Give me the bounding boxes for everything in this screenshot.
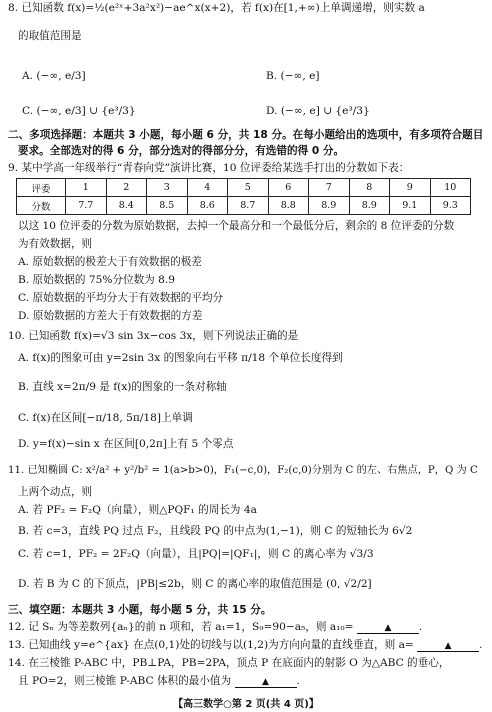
q11-stem-line1: 11. 已知椭圆 C: x²/a² + y²/b² = 1(a>b>0)，F₁(−c,0)，F₂(c,0)分别为 C 的左、右焦点，P，Q 为 C: [8, 465, 478, 476]
table-cell: 10: [430, 179, 471, 197]
q14-tail: .: [296, 675, 300, 687]
q9-score-table: [16, 178, 471, 215]
q10-option-a: A. f(x)的图象可由 y=2sin 3x 的图象向右平移 π/18 个单位长度得到: [18, 352, 343, 364]
table-cell: 8.5: [147, 197, 188, 215]
q14-line2: [18, 675, 486, 688]
table-cell: 评委: [17, 179, 66, 197]
q8-option-b: B. (−∞, e]: [266, 70, 320, 82]
q10-option-d: D. y=f(x)−sin x 在区间[0,2π]上有 5 个零点: [18, 438, 234, 450]
q8-option-a: A. (−∞, e/3]: [22, 70, 86, 82]
table-cell: 7.7: [66, 197, 107, 215]
q10-option-b: B. 直线 x=2π/9 是 f(x)的图象的一条对称轴: [18, 381, 227, 393]
table-cell: 1: [66, 179, 107, 197]
section3-heading: 三、填空题：本题共 3 小题，每小题 5 分，共 15 分。: [8, 604, 272, 616]
q13-line: [8, 639, 486, 652]
q12-tail: .: [418, 621, 423, 633]
q10-option-c: C. f(x)在区间[−π/18, 5π/18]上单调: [18, 412, 193, 424]
q13-tail: .: [479, 639, 483, 651]
table-cell: 8.7: [228, 197, 269, 215]
table-cell: 7: [309, 179, 350, 197]
table-cell: 5: [228, 179, 269, 197]
q11-option-b: B. 若 c=3，直线 PQ 过点 F₂，且线段 PQ 的中点为(1,−1)，则 C 的短轴长为 6√2: [18, 525, 413, 537]
q9-option-c: C. 原始数据的平均分大于有效数据的平均分: [18, 292, 224, 304]
q8-stem-line2: 的取值范围是: [18, 30, 82, 42]
table-cell: 3: [147, 179, 188, 197]
table-cell: 8: [349, 179, 390, 197]
table-cell: 2: [106, 179, 147, 197]
q8-stem-line1: 8. 已知函数 f(x)=½(e²ˣ+3a²x²)−ae^x(x+2)，若 f(x)在[1,+∞)上单调递增，则实数 a: [8, 2, 425, 14]
table-cell: 8.9: [349, 197, 390, 215]
blank-marker-icon: ▲: [444, 641, 452, 651]
q14-line1: 14. 在三棱锥 P-ABC 中，PB⊥PA，PB=2PA，顶点 P 在底面内的射影 O 为△ABC 的垂心，: [8, 657, 450, 669]
q9-after-line1: 以这 10 位评委的分数为原始数据，去掉一个最高分和一个最低分后，剩余的 8 位评委的分数: [18, 220, 455, 232]
q11-option-d: D. 若 B 为 C 的下顶点，|PB|≤2b，则 C 的离心率的取值范围是 (0, √2/2]: [18, 578, 372, 590]
blank-marker-icon: ▲: [262, 677, 269, 687]
q9-after-line2: 为有效数据，则: [18, 238, 93, 250]
q8-option-c: C. (−∞, e/3] ∪ {e³/3}: [22, 105, 136, 117]
q14-answer-blank: [235, 677, 297, 688]
blank-marker-icon: ▲: [384, 623, 392, 633]
q9-stem: 9. 某中学高一年级举行“青春向党”演讲比赛，10 位评委给某选手打出的分数如下表：: [8, 162, 410, 174]
q14-text: 且 PO=2，则三棱锥 P-ABC 体积的最小值为: [18, 675, 232, 687]
table-cell: 6: [268, 179, 309, 197]
table-cell: 9.3: [430, 197, 471, 215]
table-cell: 4: [187, 179, 228, 197]
q9-option-a: A. 原始数据的极差大于有效数据的极差: [18, 256, 202, 268]
table-cell: 8.9: [309, 197, 350, 215]
q11-stem-line2: 上两个动点，则: [18, 486, 93, 498]
table-cell: 8.8: [268, 197, 309, 215]
q9-option-b: B. 原始数据的 75%分位数为 8.9: [18, 274, 175, 286]
table-row: [17, 179, 471, 197]
q13-answer-blank: [417, 641, 479, 652]
q12-text: 12. 记 Sₙ 为等差数列{aₙ}的前 n 项和，若 a₁=1，S₉=90−a₅，则 a₁₀=: [8, 621, 354, 633]
q8-option-d: D. (−∞, e] ∪ {e³/3}: [266, 105, 370, 117]
section2-heading-line2: 要求。全部选对的得 6 分，部分选对的得部分分，有选错的得 0 分。: [18, 145, 345, 157]
table-cell: 8.4: [106, 197, 147, 215]
table-cell: 9: [390, 179, 431, 197]
table-cell: 9.1: [390, 197, 431, 215]
q12-answer-blank: [357, 623, 419, 634]
table-row: [17, 197, 471, 215]
q11-option-a: A. 若 PF₂ = F₂Q（向量），则△PQF₁ 的周长为 4a: [18, 504, 257, 516]
q12-line: [8, 621, 486, 634]
q9-option-d: D. 原始数据的方差大于有效数据的方差: [18, 310, 203, 322]
q11-option-c: C. 若 c=1，PF₂ = 2F₂Q（向量），且|PQ|=|QF₁|，则 C 的离心率为 √3/3: [18, 548, 374, 560]
page-footer: 【高三数学○第 2 页(共 4 页)】: [173, 699, 319, 710]
table-cell: 分数: [17, 197, 66, 215]
section2-heading-line1: 二、多项选择题：本题共 3 小题，每小题 6 分，共 18 分。在每小题给出的选项中，有多项符合题目: [8, 129, 484, 141]
q13-text: 13. 已知曲线 y=e^{ax} 在点(0,1)处的切线与以(1,2)为方向向量的直线垂直，则 a=: [8, 639, 414, 651]
q10-stem: 10. 已知函数 f(x)=√3 sin 3x−cos 3x，则下列说法正确的是: [8, 330, 299, 342]
table-cell: 8.6: [187, 197, 228, 215]
